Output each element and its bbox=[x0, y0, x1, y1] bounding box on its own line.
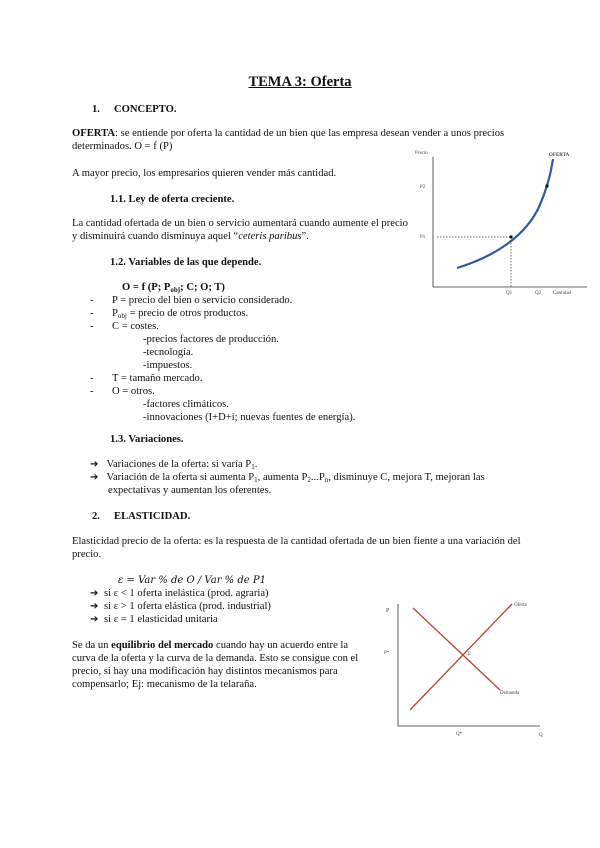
list-item-indent: -innovaciones (I+D+i; nuevas fuentes de energía). bbox=[143, 412, 356, 423]
formula-head: O = f (P; P bbox=[122, 282, 171, 293]
page-title: TEMA 3: Oferta bbox=[248, 74, 352, 90]
ley-text-a: La cantidad ofertada de un bien o servicio aumentará cuando aumente el precio y disminuirá cuando disminuya aquel “ bbox=[72, 218, 408, 242]
section-1-heading bbox=[92, 103, 177, 116]
chart2-pstar-label: P* bbox=[384, 651, 390, 656]
chart1-q1-label: Q1 bbox=[506, 291, 513, 295]
chart2-supply-label: Oferta bbox=[514, 603, 527, 608]
subsection-1-3-heading: 1.3. Variaciones. bbox=[110, 434, 184, 445]
formula-sub: obj bbox=[170, 286, 181, 294]
ley-text-italic: ceteris paribus bbox=[238, 231, 302, 242]
section-1-title: CONCEPTO. bbox=[114, 104, 177, 115]
arrow-icon: ➔ bbox=[90, 601, 99, 612]
chart2-demand-label: Demanda bbox=[500, 691, 520, 696]
variables-list bbox=[90, 294, 420, 424]
list-item-indent: -precios factores de producción. bbox=[143, 334, 279, 345]
chart2-equilibrium-label: E bbox=[468, 652, 472, 657]
list-item: ➔ Variaciones de la oferta: si varía $P_1$. bbox=[90, 459, 258, 471]
list-item: - O = otros. bbox=[90, 386, 155, 397]
arrow-icon: ➔ bbox=[90, 459, 99, 470]
oferta-note: A mayor precio, los empresarios quieren vender más cantidad. bbox=[72, 168, 337, 179]
chart1-q2-label: Q2 bbox=[535, 291, 542, 295]
section-2-heading bbox=[92, 510, 190, 523]
chart1-curve-label: OFERTA bbox=[549, 153, 570, 158]
chart1-point-2 bbox=[545, 184, 548, 187]
list-item: - T = tamaño mercado. bbox=[90, 373, 203, 384]
formula-tail: ; C; O; T) bbox=[180, 282, 225, 293]
list-item-indent: -factores climáticos. bbox=[143, 399, 229, 410]
chart1-x-axis-label: Cantidad bbox=[553, 291, 572, 295]
list-item: ➔ si ε = 1 elasticidad unitaria bbox=[90, 614, 218, 625]
chart1-supply-curve bbox=[457, 159, 553, 268]
elasticidad-formula: ε = Var % de O / Var % de P1 bbox=[118, 575, 266, 586]
list-item: - C = costes. bbox=[90, 321, 159, 332]
chart1-point-1 bbox=[509, 235, 512, 238]
section-2-number: 2. bbox=[92, 511, 100, 522]
ley-text-b: ”. bbox=[301, 231, 309, 242]
chart1-y-axis-label: Precio bbox=[415, 151, 428, 156]
section-2-title: ELASTICIDAD. bbox=[114, 511, 191, 522]
oferta-term: OFERTA bbox=[72, 128, 115, 139]
variables-formula bbox=[122, 281, 225, 294]
elasticidad-intro: Elasticidad precio de la oferta: es la respuesta de la cantidad ofertada de un bien fiente a una variación del precio. bbox=[72, 536, 521, 560]
ley-oferta-text bbox=[72, 217, 410, 243]
chart2-y-axis-label: P bbox=[386, 608, 390, 614]
arrow-icon: ➔ bbox=[90, 588, 99, 599]
chart1-p1-label: P1 bbox=[420, 235, 426, 240]
chart2-x-axis-label: Q bbox=[539, 733, 543, 738]
list-item-indent: -impuestos. bbox=[143, 360, 193, 371]
list-item: ➔ si ε < 1 oferta inelástica (prod. agraria) bbox=[90, 588, 269, 599]
equilibrio-text: Se da un equilibrio del mercado cuando hay un acuerdo entre la curva de la oferta y la curva de la demanda. Esto se consigue con el precio, si hay una modificación hay distintos mecanismos para compensarlo; Ej: mecanismo de la telaraña. bbox=[72, 640, 359, 690]
list-item: ➔ si ε > 1 oferta elástica (prod. industrial) bbox=[90, 601, 271, 612]
subsection-1-2-heading: 1.2. Variables de las que depende. bbox=[110, 257, 262, 268]
variaciones-list bbox=[90, 458, 530, 497]
chart2-qstar-label: Q* bbox=[456, 732, 463, 737]
supply-curve-chart bbox=[415, 145, 595, 295]
equilibrium-chart bbox=[380, 598, 550, 740]
arrow-icon: ➔ bbox=[90, 614, 99, 625]
chart1-p2-label: P2 bbox=[420, 185, 426, 190]
subsection-1-1-heading: 1.1. Ley de oferta creciente. bbox=[110, 194, 235, 205]
list-item: - P = precio del bien o servicio considerado. bbox=[90, 295, 293, 306]
list-item-indent: -tecnología. bbox=[143, 347, 194, 358]
chart2-demand-line bbox=[413, 608, 500, 690]
list-item: - $P_{obj}$ = precio de otros productos. bbox=[90, 308, 249, 320]
arrow-icon: ➔ bbox=[90, 472, 99, 483]
equilibrio-term: equilibrio del mercado bbox=[111, 640, 214, 651]
list-item-continuation: expectativas y aumentan los oferentes. bbox=[108, 485, 272, 496]
list-item: ➔ Variación de la oferta si aumenta $P_1$, aumenta $P_2...P_n$, disminuye C, mejora T, mejoran las bbox=[90, 472, 485, 484]
section-1-number: 1. bbox=[92, 104, 100, 115]
oferta-definition-text: : se entiende por oferta la cantidad de un bien que las empresa desean vender a unos precios determinados. O = f (P) bbox=[72, 128, 505, 152]
elasticidad-list bbox=[90, 587, 390, 626]
